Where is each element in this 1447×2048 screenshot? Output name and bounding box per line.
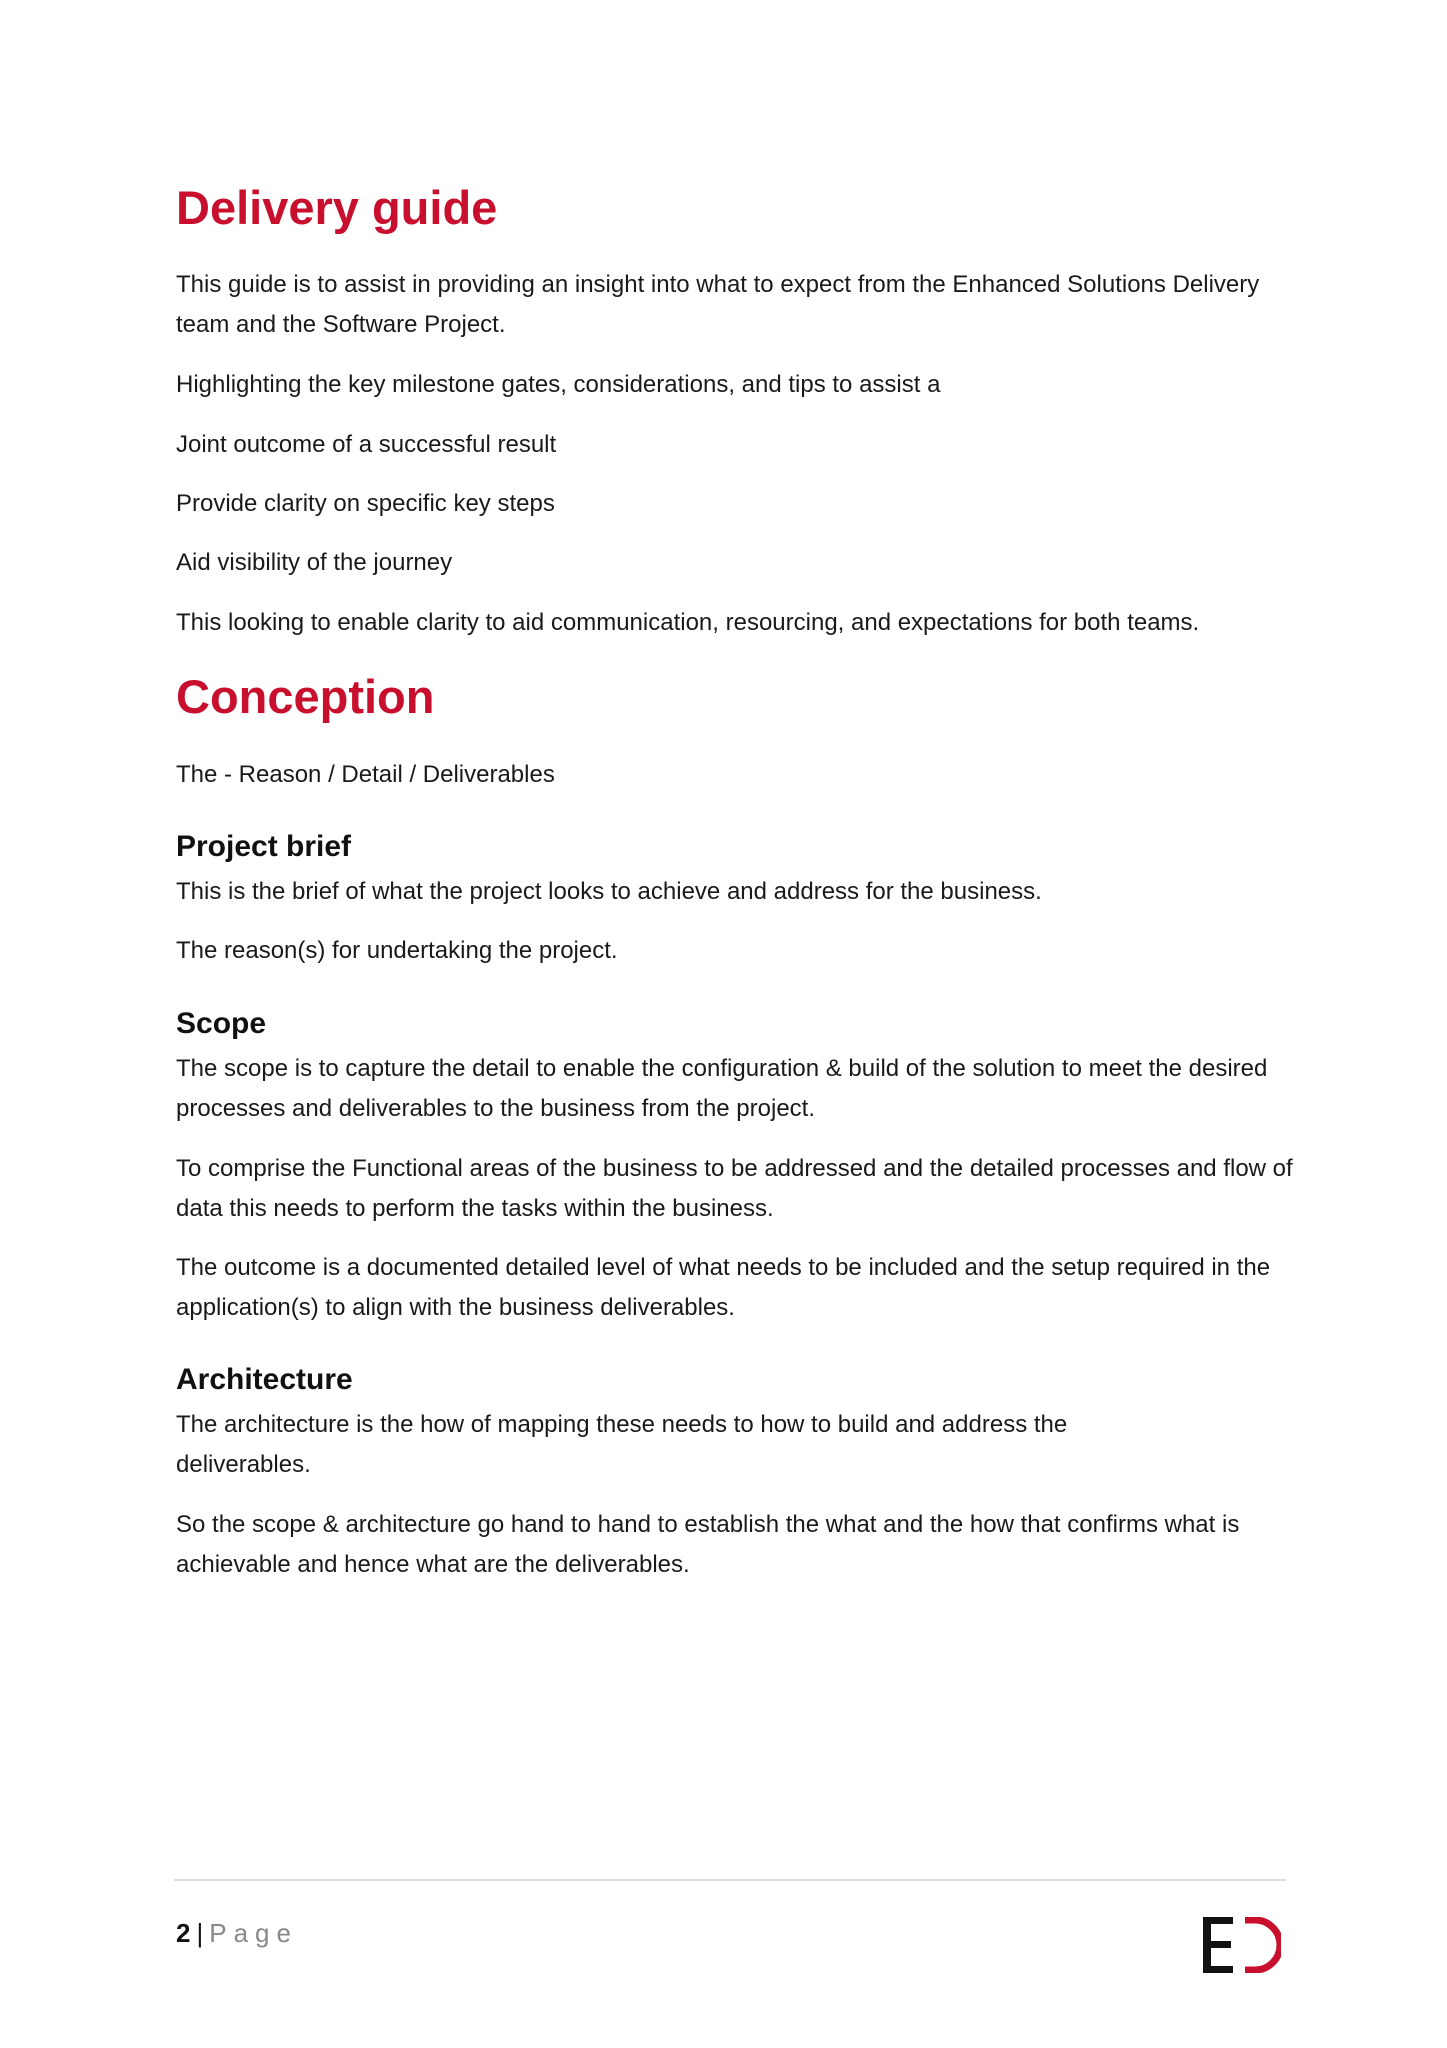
heading-architecture: Architecture bbox=[176, 1363, 353, 1396]
paragraph: The architecture is the how of mapping these needs to how to build and address the deliverables. bbox=[176, 1411, 1068, 1478]
paragraph: This guide is to assist in providing an insight into what to expect from the Enhanced Solutions Delivery team and the Software Project. bbox=[176, 271, 1260, 338]
heading-delivery-guide: Delivery guide bbox=[176, 181, 498, 234]
paragraph: Highlighting the key milestone gates, considerations, and tips to assist a bbox=[176, 371, 941, 398]
page-label: Page bbox=[209, 1918, 298, 1948]
paragraph: The reason(s) for undertaking the project. bbox=[176, 937, 618, 964]
paragraph: The outcome is a documented detailed level of what needs to be included and the setup required in the application(s) to align with the business deliverables. bbox=[176, 1254, 1271, 1321]
footer-divider bbox=[174, 1879, 1286, 1881]
heading-scope: Scope bbox=[176, 1007, 267, 1040]
paragraph: The - Reason / Detail / Deliverables bbox=[176, 761, 555, 788]
page-number bbox=[176, 1915, 298, 1951]
paragraph: Joint outcome of a successful result bbox=[176, 431, 557, 458]
heading-conception: Conception bbox=[176, 670, 435, 723]
page-separator: | bbox=[196, 1918, 204, 1948]
paragraph: To comprise the Functional areas of the business to be addressed and the detailed processes and flow of data this needs to perform the tasks within the business. bbox=[176, 1155, 1293, 1222]
heading-project-brief: Project brief bbox=[176, 830, 352, 863]
ed-logo-icon bbox=[1203, 1917, 1281, 1973]
paragraph: Aid visibility of the journey bbox=[176, 549, 453, 576]
paragraph: So the scope & architecture go hand to hand to establish the what and the how that confirms what is achievable and hence what are the deliverables. bbox=[176, 1511, 1240, 1578]
paragraph: This looking to enable clarity to aid communication, resourcing, and expectations for both teams. bbox=[176, 609, 1200, 636]
page-number-value: 2 bbox=[176, 1918, 191, 1948]
paragraph: This is the brief of what the project looks to achieve and address for the business. bbox=[176, 878, 1042, 905]
paragraph: Provide clarity on specific key steps bbox=[176, 490, 555, 517]
paragraph: The scope is to capture the detail to enable the configuration & build of the solution to meet the desired processes and deliverables to the business from the project. bbox=[176, 1055, 1268, 1122]
